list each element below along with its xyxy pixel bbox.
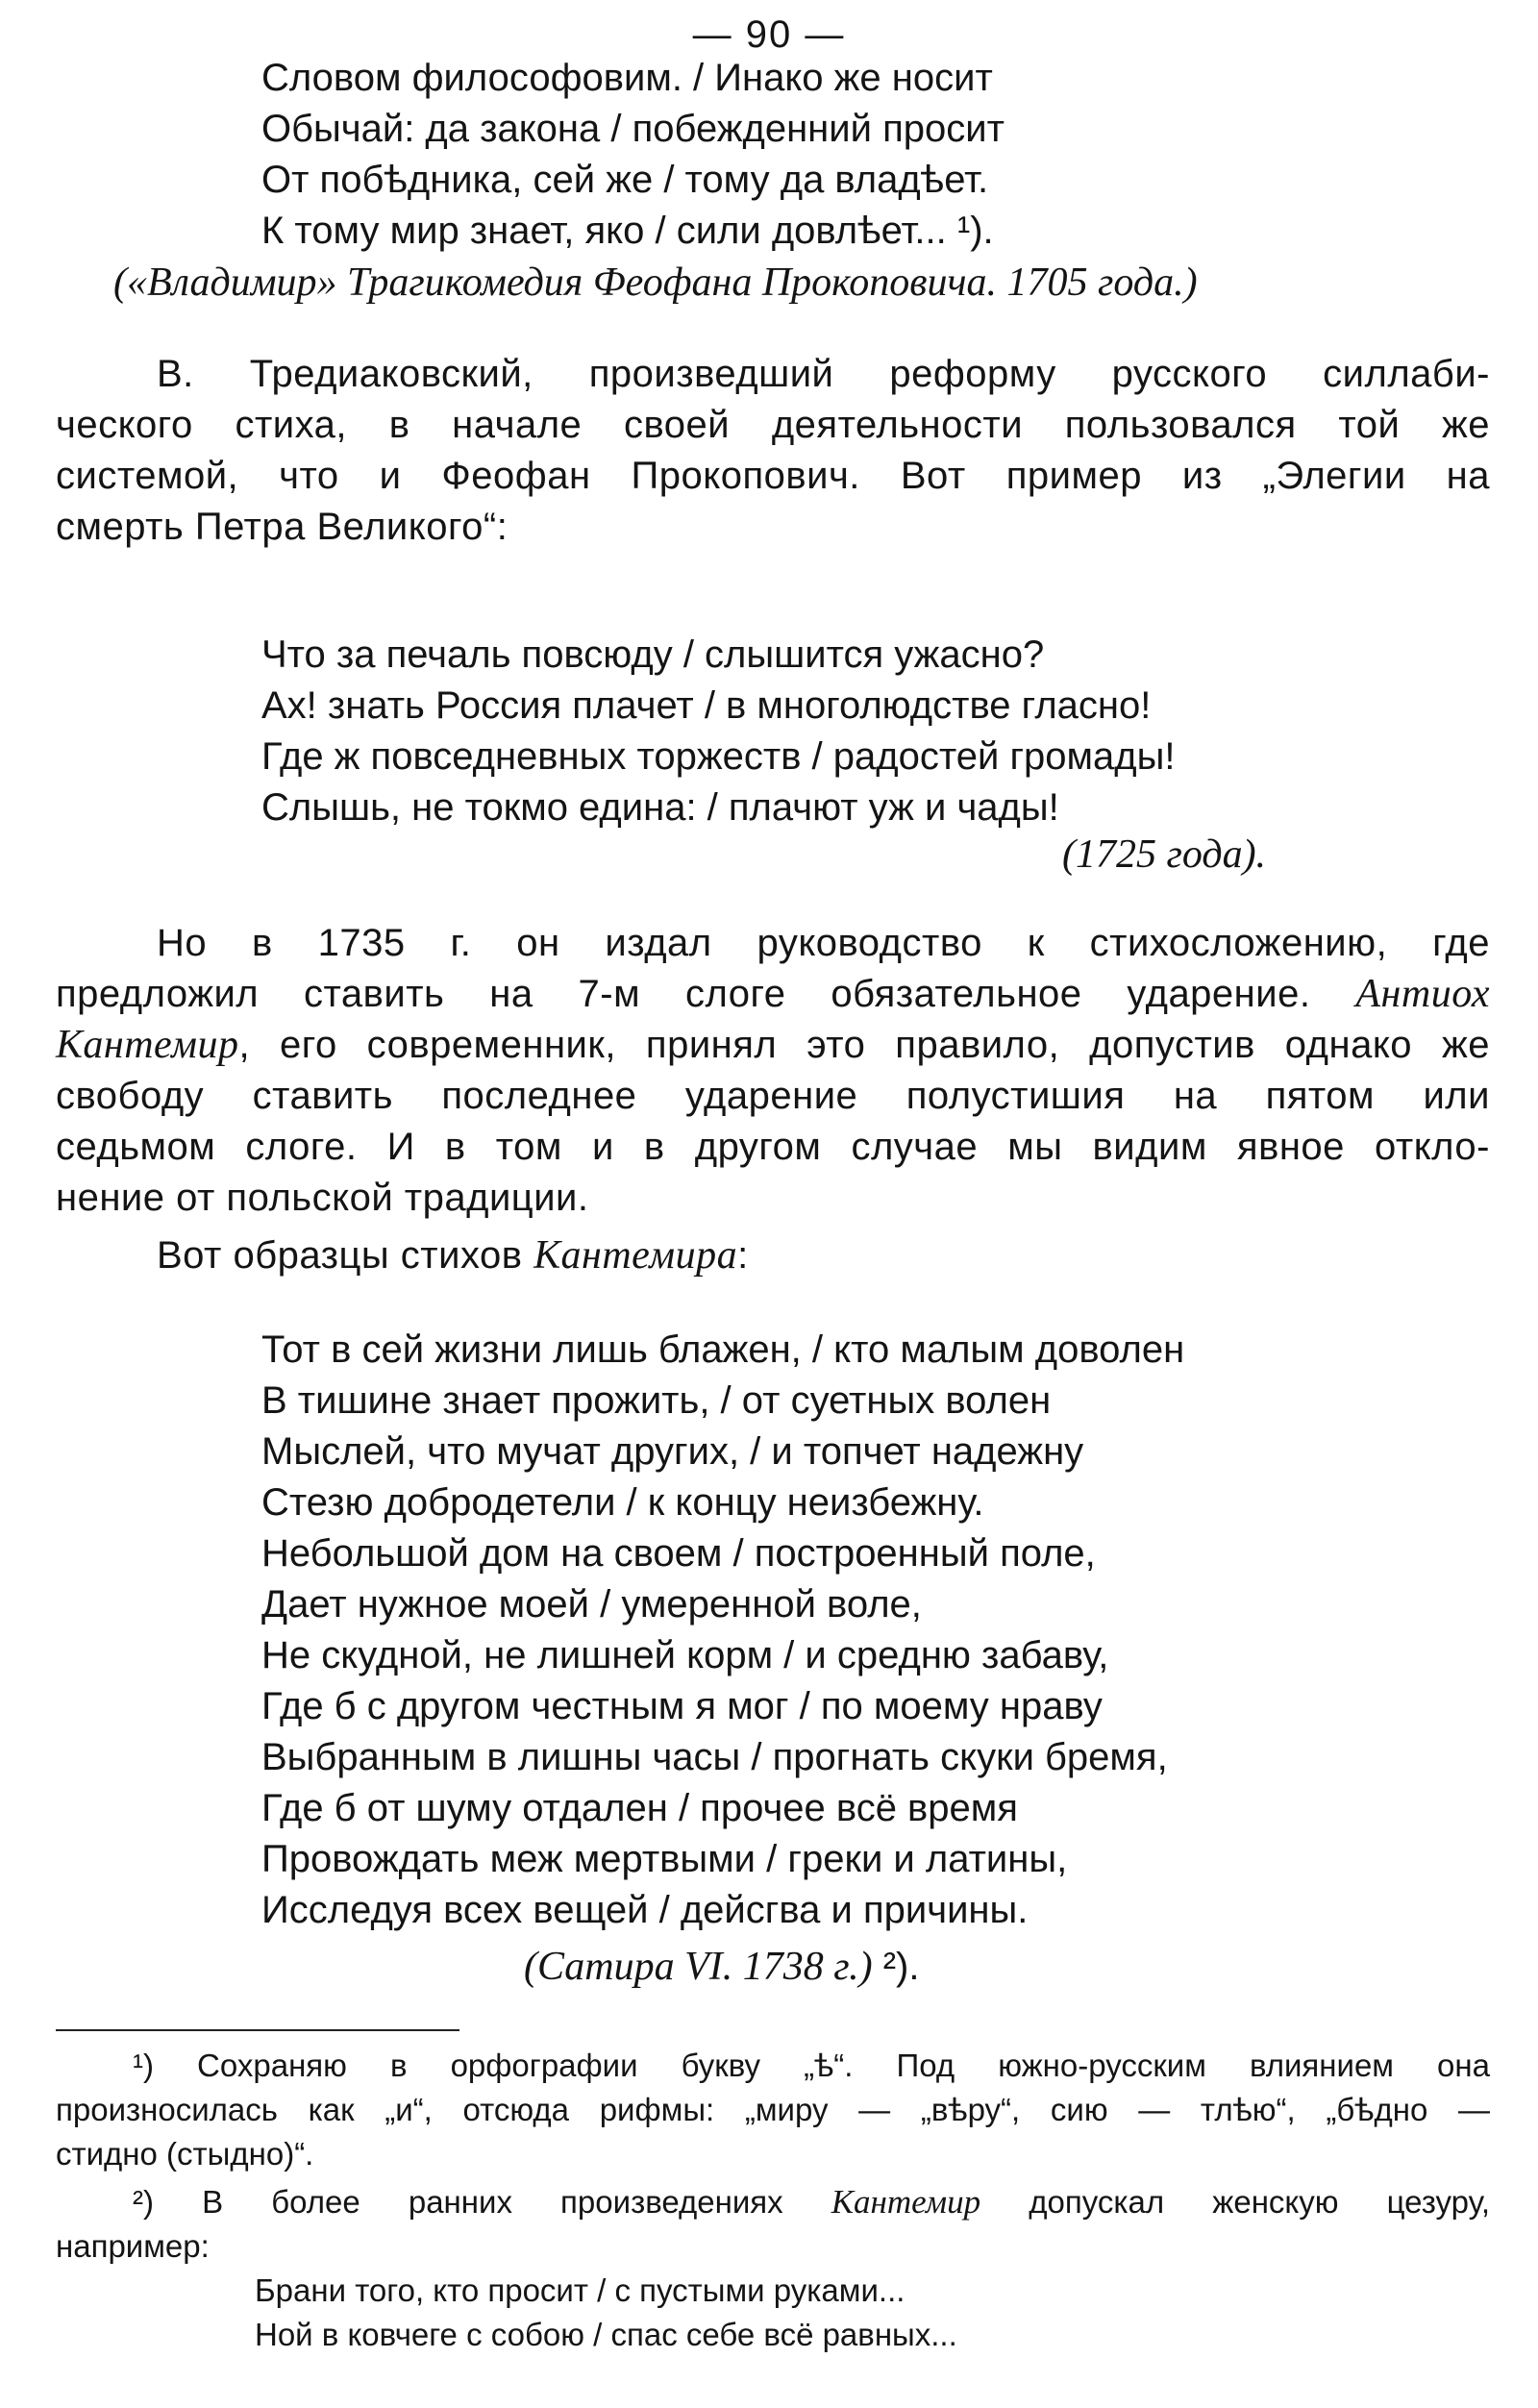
footnote-divider bbox=[56, 2029, 459, 2031]
footnote-1 bbox=[56, 2044, 1490, 2176]
caption-footnote-ref: ²). bbox=[872, 1946, 920, 1988]
footnote-line bbox=[56, 2180, 1490, 2224]
verse-block-elegy bbox=[261, 630, 1175, 833]
verse-caption-elegy: (1725 года). bbox=[1062, 832, 1267, 877]
footnote-line: например: bbox=[56, 2228, 210, 2264]
verse-line: Словом философовим. / Инако же носит bbox=[261, 57, 993, 99]
verse-line: Выбранным в лишны часы / прогнать скуки бремя, bbox=[261, 1736, 1168, 1778]
paragraph-1735 bbox=[56, 918, 1490, 1224]
paragraph-line: седьмом слоге. И в том и в другом случае мы видим явное откло- bbox=[56, 1126, 1490, 1168]
footnote-text: Сохраняю в орфографии букву „ѣ“. Под южно-русским влиянием она bbox=[153, 2048, 1490, 2083]
paragraph-trediakovsky bbox=[56, 349, 1490, 553]
paragraph-line: нение от польской традиции. bbox=[56, 1177, 589, 1219]
paragraph-kantemir-intro bbox=[56, 1230, 1490, 1281]
paragraph-line bbox=[56, 1020, 1490, 1071]
verse-line: Слышь, не токмо едина: / плачют уж и чады! bbox=[261, 786, 1059, 829]
verse-line: Дает нужное моей / умеренной воле, bbox=[261, 1583, 922, 1626]
verse-line: Где б от шуму отдален / прочее всё время bbox=[261, 1787, 1018, 1829]
verse-line: Что за печаль повсюду / слышится ужасно? bbox=[261, 633, 1045, 676]
verse-block-satire bbox=[261, 1325, 1184, 1936]
verse-line: К тому мир знает, яко / сили довлѣет... ¹). bbox=[261, 210, 994, 252]
paragraph-line: системой, что и Феофан Прокопович. Вот пример из „Элегии на bbox=[56, 455, 1490, 497]
paragraph-line: свободу ставить последнее ударение полустишия на пятом или bbox=[56, 1075, 1490, 1117]
caption-italic: (Сатира VI. 1738 г.) bbox=[524, 1945, 873, 1989]
paragraph-line: смерть Петра Великого“: bbox=[56, 506, 509, 548]
footnote-line: произносилась как „и“, отсюда рифмы: „миру — „вѣру“, сию — тлѣю“, „бѣдно — bbox=[56, 2092, 1490, 2127]
verse-line: Ах! знать Россия плачет / в многолюдстве гласно! bbox=[261, 684, 1152, 727]
verse-line: Обычай: да закона / побежденний просит bbox=[261, 108, 1005, 150]
verse-block-feofan bbox=[261, 53, 1005, 257]
paragraph-line bbox=[56, 969, 1490, 1020]
verse-line: Стезю добродетели / к концу неизбежну. bbox=[261, 1481, 984, 1524]
paragraph-text: Вот образцы стихов bbox=[157, 1234, 534, 1277]
footnote-verse-line: Ной в ковчеге с собою / спас себе всё равных... bbox=[255, 2317, 957, 2352]
paragraph-line: В. Тредиаковский, произведший реформу русского силлаби- bbox=[157, 353, 1490, 395]
verse-line: Не скудной, не лишней корм / и средню забаву, bbox=[261, 1634, 1109, 1676]
paragraph-text: , его современник, принял это правило, допустив однако же bbox=[238, 1024, 1490, 1066]
author-name-italic: Кантемир bbox=[831, 2183, 981, 2221]
author-name-italic: Кантемир bbox=[56, 1023, 239, 1067]
footnote-text: В более ранних произведениях bbox=[153, 2184, 831, 2220]
footnote-line bbox=[56, 2044, 1490, 2088]
verse-line: Где б с другом честным я мог / по моему нраву bbox=[261, 1685, 1103, 1727]
footnote-mark: ²) bbox=[133, 2184, 154, 2220]
verse-line: Тот в сей жизни лишь блажен, / кто малым доволен bbox=[261, 1328, 1185, 1371]
verse-caption-feofan: («Владимир» Трагикомедия Феофана Прокоповича. 1705 года.) bbox=[113, 261, 1198, 305]
verse-line: В тишине знает прожить, / от суетных волен bbox=[261, 1379, 1052, 1422]
verse-line: Мыслей, что мучат других, / и топчет надежну bbox=[261, 1430, 1084, 1473]
footnote-verse-line: Брани того, кто просит / с пустыми руками... bbox=[255, 2272, 905, 2308]
verse-caption-satire bbox=[524, 1942, 919, 1993]
footnote-line: стидно (стыдно)“. bbox=[56, 2136, 314, 2172]
footnote-mark: ¹) bbox=[133, 2048, 154, 2083]
verse-line: Где ж повседневных торжеств / радостей громады! bbox=[261, 735, 1176, 778]
paragraph-text: предложил ставить на 7-м слоге обязательное ударение. bbox=[56, 973, 1311, 1015]
verse-line: Небольшой дом на своем / построенный поле, bbox=[261, 1532, 1096, 1575]
author-name-italic: Кантемира bbox=[533, 1233, 738, 1278]
page-number: — 90 — bbox=[692, 13, 846, 56]
paragraph-line: ческого стиха, в начале своей деятельности пользовался той же bbox=[56, 404, 1490, 446]
paragraph-line bbox=[56, 1230, 1490, 1281]
verse-line: Провождать меж мертвыми / греки и латины, bbox=[261, 1838, 1068, 1880]
verse-line: Исследуя всех вещей / дейсгва и причины. bbox=[261, 1889, 1029, 1931]
paragraph-line: Но в 1735 г. он издал руководство к стихосложению, где bbox=[157, 922, 1490, 964]
footnote-text: допускал женскую цезуру, bbox=[980, 2184, 1490, 2220]
author-name-italic: Антиох bbox=[1355, 972, 1490, 1016]
verse-line: От побѣдника, сей же / тому да владѣет. bbox=[261, 159, 989, 201]
footnote-2-verse bbox=[255, 2269, 1312, 2357]
footnote-2 bbox=[56, 2180, 1490, 2269]
paragraph-text: : bbox=[737, 1234, 749, 1277]
